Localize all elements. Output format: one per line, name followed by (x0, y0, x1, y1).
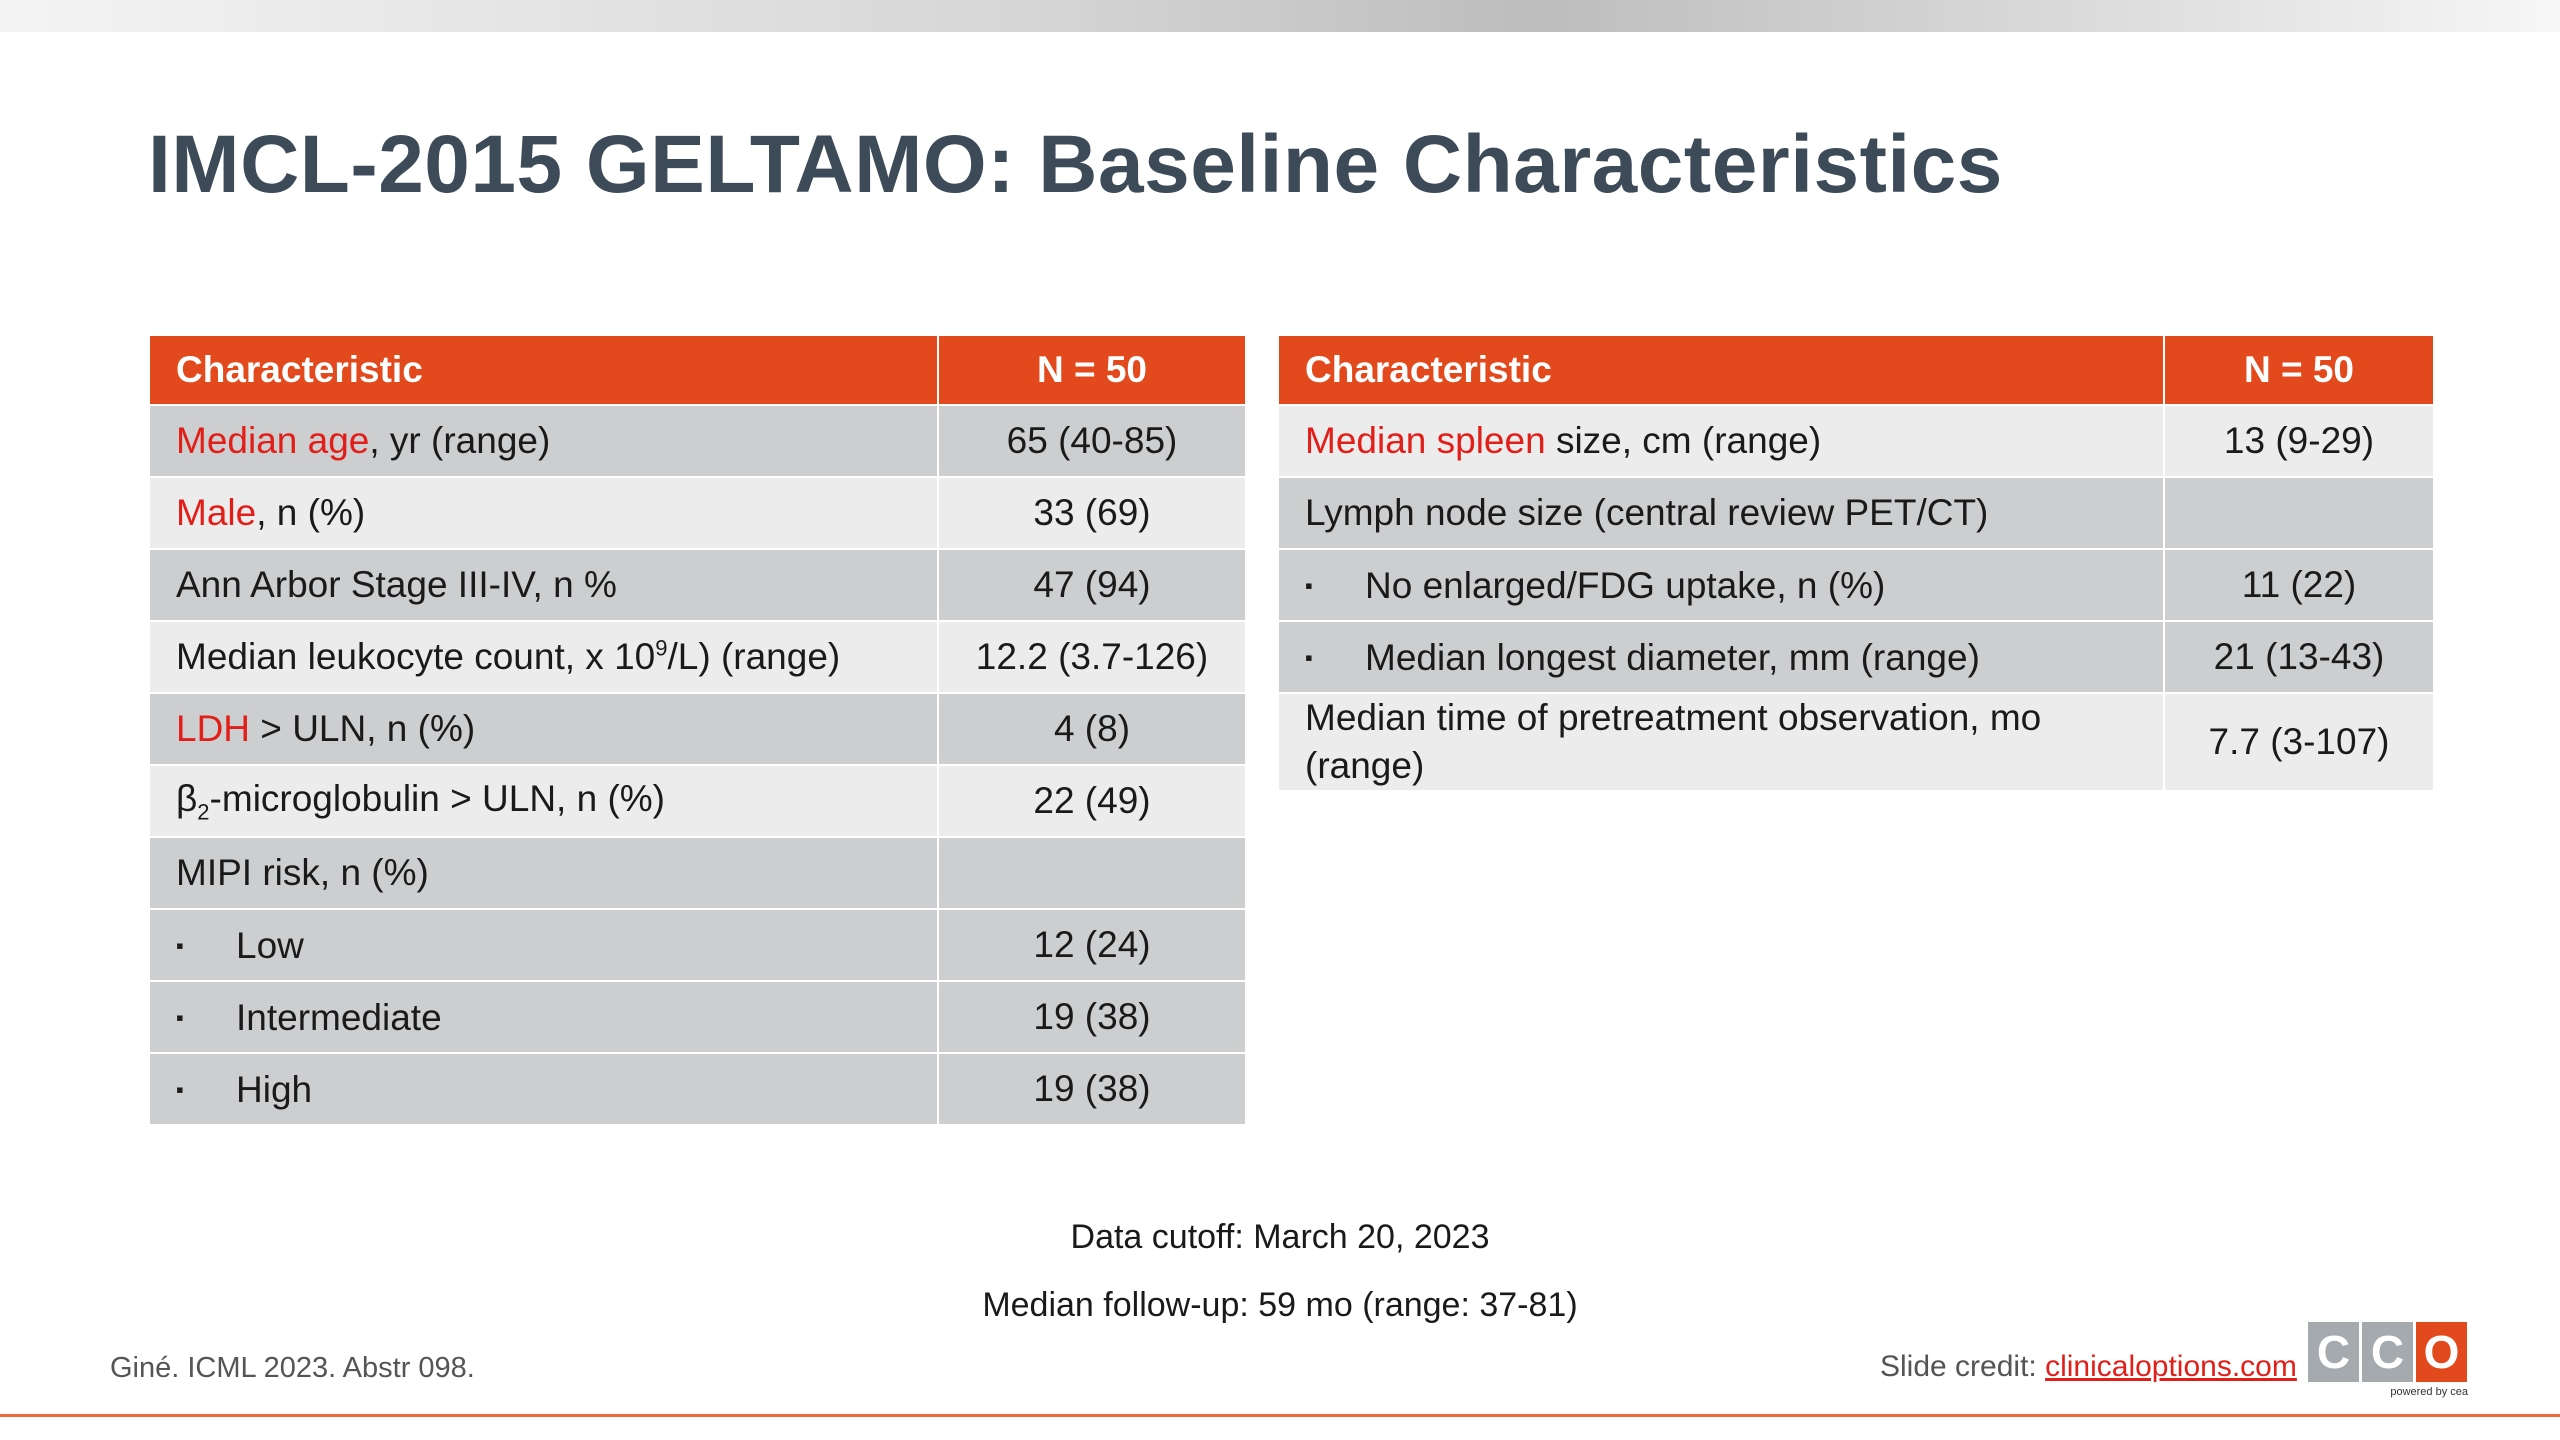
table-header-row (1279, 336, 2433, 405)
subscript: 2 (197, 799, 210, 825)
row-label (150, 405, 938, 477)
row-value: 12 (24) (938, 909, 1245, 981)
row-value: 19 (38) (938, 981, 1245, 1053)
bullet-label: Intermediate (236, 997, 442, 1039)
label-post: /L) (range) (667, 635, 841, 677)
row-value: 21 (13-43) (2164, 621, 2433, 693)
label-pre: β (176, 778, 198, 819)
highlight-text: Median age (176, 419, 370, 461)
row-value: 47 (94) (938, 549, 1245, 621)
bullet-icon: ▪ (1305, 644, 1313, 670)
bullet-label: Low (236, 925, 304, 967)
label-rest: > ULN, n (%) (250, 707, 476, 749)
median-followup-text: Median follow-up: 59 mo (range: 37-81) (982, 1286, 1578, 1324)
header-n: N = 50 (938, 336, 1245, 405)
superscript: 9 (655, 635, 668, 661)
table-row (150, 1053, 1245, 1124)
row-label (150, 765, 938, 837)
highlight-text: Median spleen (1305, 419, 1546, 461)
row-value: 65 (40-85) (938, 405, 1245, 477)
table-header-row (150, 336, 1245, 405)
highlight-text: Male (176, 491, 257, 533)
bullet-icon: ▪ (1305, 572, 1313, 598)
slide-title: IMCL-2015 GELTAMO: Baseline Characteristics (148, 119, 2003, 210)
table-row (150, 549, 1245, 621)
credit-label: Slide credit: (1880, 1350, 2046, 1383)
row-label: MIPI risk, n (%) (150, 837, 938, 909)
credit-link[interactable]: clinicaloptions.com (2045, 1350, 2297, 1383)
table-row (150, 477, 1245, 549)
table-row (1279, 549, 2433, 621)
bullet-label: High (236, 1069, 313, 1111)
header-n: N = 50 (2164, 336, 2433, 405)
header-characteristic: Characteristic (150, 336, 938, 405)
row-label (150, 909, 938, 981)
table-row (150, 405, 1245, 477)
label-post: -microglobulin > ULN, n (%) (209, 778, 666, 819)
label-rest: , n (%) (256, 491, 366, 533)
table-row (150, 981, 1245, 1053)
row-label: Lymph node size (central review PET/CT) (1279, 477, 2164, 549)
logo-tagline: powered by cea (2390, 1386, 2468, 1398)
bullet-icon: ▪ (176, 1004, 184, 1030)
label-rest: , yr (range) (369, 419, 551, 461)
row-label (1279, 405, 2164, 477)
header-characteristic: Characteristic (1279, 336, 2164, 405)
bullet-label: No enlarged/FDG uptake, n (%) (1365, 565, 1886, 607)
row-label (150, 621, 938, 693)
row-label (150, 1053, 938, 1124)
table-row (150, 693, 1245, 765)
bullet-label: Median longest diameter, mm (range) (1365, 637, 1980, 679)
logo-letter: O (2416, 1322, 2467, 1382)
top-gradient-bar (0, 0, 2560, 32)
table-row (150, 765, 1245, 837)
row-label: Ann Arbor Stage III-IV, n % (150, 549, 938, 621)
highlight-text: LDH (176, 707, 251, 749)
table-row (150, 837, 1245, 909)
table-row (1279, 405, 2433, 477)
row-label: Median time of pretreatment observation, mo (range) (1279, 693, 2164, 790)
label-pre: Median leukocyte count, x 10 (176, 635, 656, 677)
row-label (150, 477, 938, 549)
logo-letter: C (2362, 1322, 2413, 1382)
table-row (150, 621, 1245, 693)
row-value: 22 (49) (938, 765, 1245, 837)
row-label (1279, 549, 2164, 621)
cco-logo (2308, 1322, 2468, 1400)
label-rest: size, cm (range) (1545, 419, 1822, 461)
row-value (2164, 477, 2433, 549)
bottom-accent-line (0, 1414, 2560, 1417)
row-value: 33 (69) (938, 477, 1245, 549)
row-value: 12.2 (3.7-126) (938, 621, 1245, 693)
row-value: 11 (22) (2164, 549, 2433, 621)
table-row (1279, 621, 2433, 693)
baseline-table-right (1279, 336, 2433, 790)
logo-letters (2308, 1322, 2468, 1382)
bullet-icon: ▪ (176, 932, 184, 958)
row-value: 19 (38) (938, 1053, 1245, 1124)
row-value: 7.7 (3-107) (2164, 693, 2433, 790)
bullet-icon: ▪ (176, 1076, 184, 1102)
row-label (150, 693, 938, 765)
table-row (1279, 693, 2433, 790)
citation-text: Giné. ICML 2023. Abstr 098. (110, 1352, 475, 1384)
row-value: 13 (9-29) (2164, 405, 2433, 477)
slide-credit (1880, 1350, 2297, 1384)
row-value (938, 837, 1245, 909)
table-row (150, 909, 1245, 981)
row-value: 4 (8) (938, 693, 1245, 765)
row-label (1279, 621, 2164, 693)
baseline-table-left (150, 336, 1245, 1124)
row-label (150, 981, 938, 1053)
logo-letter: C (2308, 1322, 2359, 1382)
table-row (1279, 477, 2433, 549)
data-cutoff-text: Data cutoff: March 20, 2023 (1070, 1218, 1490, 1256)
